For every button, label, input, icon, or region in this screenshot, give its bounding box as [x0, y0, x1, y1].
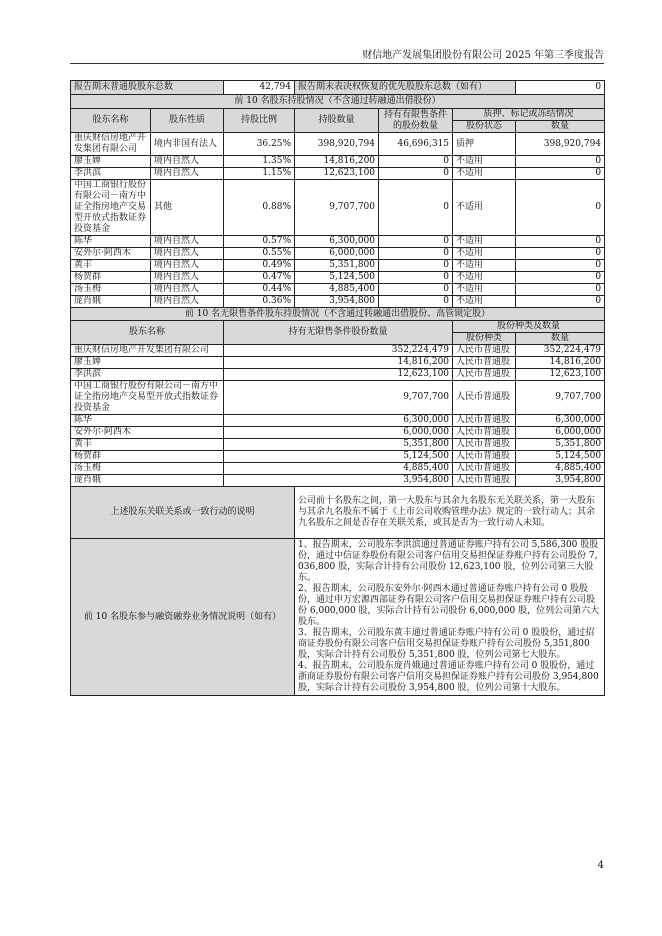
top10-row — [71, 156, 605, 168]
top10-cell-nature: 其他 — [151, 180, 224, 236]
top10-cell-status: 不适用 — [453, 168, 516, 180]
summary-total-value: 42,794 — [224, 81, 295, 95]
top10-row — [71, 248, 605, 260]
top10-cell-status: 不适用 — [453, 272, 516, 284]
margin-item-1: 1、报告期末，公司股东李洪滨通过普通证券账户持有公司 5,586,300 股股份，通过中信证券股份有限公司客户信用交易担保证券账户持有公司股份 7,036,800 股，实际合计持有公司股份 12,623,100 股，位列公司第三大股东。 — [298, 540, 599, 583]
top10-header-qty: 持股数量 — [295, 109, 379, 133]
top10-cell-restricted: 0 — [379, 260, 453, 272]
report-header-title: 财信地产发展集团股份有限公司 2025 年第三季度报告 — [362, 50, 604, 61]
top10-cell-status: 不适用 — [453, 260, 516, 272]
top10-cell-ratio: 0.49% — [224, 260, 295, 272]
top10-cell-qty: 4,885,400 — [295, 284, 379, 296]
top10-row — [71, 168, 605, 180]
top10-cell-pledge-qty: 0 — [516, 248, 605, 260]
top10-cell-nature: 境内非国有法人 — [151, 133, 224, 156]
unrestricted-row — [71, 369, 605, 381]
top10-cell-restricted: 0 — [379, 284, 453, 296]
top10-cell-qty: 9,707,700 — [295, 180, 379, 236]
top10-cell-pledge-qty: 0 — [516, 296, 605, 308]
top10-cell-name: 重庆财信房地产开发集团有限公司 — [71, 133, 151, 156]
unrestricted-cell-count: 6,300,000 — [516, 415, 605, 427]
top10-header-restricted: 持有有限售条件的股份数量 — [379, 109, 453, 133]
unrestricted-cell-count: 9,707,700 — [516, 381, 605, 415]
unrestricted-row — [71, 427, 605, 439]
unrestricted-cell-count: 14,816,200 — [516, 357, 605, 369]
unrestricted-cell-name: 汤玉梅 — [71, 463, 224, 475]
related-label: 上述股东关联关系或一致行动的说明 — [71, 487, 295, 539]
summary-pref-value: 0 — [516, 81, 605, 95]
margin-item-3: 3、报告期末，公司股东黄丰通过普通证券账户持有公司 0 股股份，通过招商证券股份有限公司客户信用交易担保证券账户持有公司股份 5,351,800 股，实际合计持有公司股份 5,351,800 股，位列公司第七大股东。 — [298, 628, 595, 660]
top10-cell-pledge-qty: 0 — [516, 284, 605, 296]
top10-cell-qty: 5,351,800 — [295, 260, 379, 272]
unrestricted-section-title: 前 10 名无限售条件股东持股情况（不含通过转融通出借股份、高管锁定股） — [71, 308, 605, 321]
top10-cell-ratio: 1.15% — [224, 168, 295, 180]
top10-cell-nature: 境内自然人 — [151, 260, 224, 272]
top10-cell-qty: 14,816,200 — [295, 156, 379, 168]
unrestricted-cell-type: 人民币普通股 — [453, 439, 516, 451]
unrestricted-cell-count: 12,623,100 — [516, 369, 605, 381]
top10-cell-nature: 境内自然人 — [151, 168, 224, 180]
top10-cell-restricted: 46,696,315 — [379, 133, 453, 156]
top10-header-pledge-qty: 数量 — [516, 121, 605, 133]
unrestricted-header-type-group: 股份种类及数量 — [453, 321, 605, 333]
top10-cell-name: 杨贺群 — [71, 272, 151, 284]
top10-cell-status: 不适用 — [453, 156, 516, 168]
unrestricted-cell-name: 庞肖娥 — [71, 475, 224, 487]
unrestricted-cell-count: 5,351,800 — [516, 439, 605, 451]
top10-cell-qty: 398,920,794 — [295, 133, 379, 156]
unrestricted-row — [71, 475, 605, 487]
top10-cell-ratio: 1.35% — [224, 156, 295, 168]
top10-cell-qty: 5,124,500 — [295, 272, 379, 284]
top10-cell-name: 安外尔·阿西木 — [71, 248, 151, 260]
unrestricted-row — [71, 345, 605, 357]
top10-cell-qty: 3,954,800 — [295, 296, 379, 308]
unrestricted-header-name: 股东名称 — [71, 321, 224, 345]
top10-cell-name: 庞肖娥 — [71, 296, 151, 308]
margin-label: 前 10 名股东参与融资融券业务情况说明（如有） — [71, 539, 295, 696]
top10-row — [71, 133, 605, 156]
unrestricted-cell-type: 人民币普通股 — [453, 357, 516, 369]
unrestricted-cell-type: 人民币普通股 — [453, 369, 516, 381]
unrestricted-cell-name: 安外尔·阿西木 — [71, 427, 224, 439]
unrestricted-cell-qty: 5,351,800 — [224, 439, 453, 451]
unrestricted-cell-qty: 4,885,400 — [224, 463, 453, 475]
unrestricted-cell-type: 人民币普通股 — [453, 381, 516, 415]
top10-section-title: 前 10 名股东持股情况（不含通过转融通出借股份） — [71, 95, 605, 109]
unrestricted-row — [71, 415, 605, 427]
top10-row — [71, 180, 605, 236]
top10-cell-status: 不适用 — [453, 284, 516, 296]
top10-cell-name: 中国工商银行股份有限公司－南方中证全指房地产交易型开放式指数证券投资基金 — [71, 180, 151, 236]
header-divider — [70, 63, 604, 64]
top10-cell-ratio: 0.36% — [224, 296, 295, 308]
top10-cell-restricted: 0 — [379, 168, 453, 180]
top10-cell-restricted: 0 — [379, 236, 453, 248]
unrestricted-cell-name: 中国工商银行股份有限公司－南方中证全指房地产交易型开放式指数证券投资基金 — [71, 381, 224, 415]
unrestricted-header-qty: 持有无限售条件股份数量 — [224, 321, 453, 345]
margin-item-2: 2、报告期末，公司股东安外尔·阿西木通过普通证券账户持有公司 0 股股份，通过申万宏源西部证券有限公司客户信用交易担保证券账户持有公司股份 6,000,000 股，实际合计持有公司股份 6,000,000 股，位列公司第六大股东。 — [298, 584, 600, 627]
top10-cell-name: 陈华 — [71, 236, 151, 248]
unrestricted-cell-qty: 9,707,700 — [224, 381, 453, 415]
unrestricted-cell-count: 4,885,400 — [516, 463, 605, 475]
top10-cell-ratio: 36.25% — [224, 133, 295, 156]
unrestricted-cell-type: 人民币普通股 — [453, 451, 516, 463]
top10-cell-status: 不适用 — [453, 236, 516, 248]
shareholder-table — [70, 80, 605, 696]
top10-header-pledge-status: 股份状态 — [453, 121, 516, 133]
top10-cell-pledge-qty: 0 — [516, 168, 605, 180]
top10-cell-ratio: 0.57% — [224, 236, 295, 248]
unrestricted-cell-name: 廖玉婵 — [71, 357, 224, 369]
unrestricted-row — [71, 381, 605, 415]
unrestricted-cell-qty: 5,124,500 — [224, 451, 453, 463]
top10-row — [71, 236, 605, 248]
top10-row — [71, 284, 605, 296]
top10-cell-qty: 6,000,000 — [295, 248, 379, 260]
unrestricted-cell-count: 352,224,479 — [516, 345, 605, 357]
unrestricted-cell-type: 人民币普通股 — [453, 463, 516, 475]
top10-cell-pledge-qty: 398,920,794 — [516, 133, 605, 156]
top10-cell-nature: 境内自然人 — [151, 156, 224, 168]
top10-cell-restricted: 0 — [379, 180, 453, 236]
unrestricted-cell-count: 6,000,000 — [516, 427, 605, 439]
unrestricted-row — [71, 451, 605, 463]
top10-cell-status: 不适用 — [453, 248, 516, 260]
unrestricted-cell-name: 陈华 — [71, 415, 224, 427]
top10-cell-status: 不适用 — [453, 180, 516, 236]
unrestricted-cell-type: 人民币普通股 — [453, 415, 516, 427]
unrestricted-cell-qty: 6,300,000 — [224, 415, 453, 427]
unrestricted-cell-name: 李洪滨 — [71, 369, 224, 381]
unrestricted-header-type: 股份种类 — [453, 333, 516, 345]
top10-cell-restricted: 0 — [379, 272, 453, 284]
unrestricted-cell-count: 3,954,800 — [516, 475, 605, 487]
top10-header-pledge-group: 质押、标记或冻结情况 — [453, 109, 605, 121]
unrestricted-cell-qty: 12,623,100 — [224, 369, 453, 381]
unrestricted-cell-type: 人民币普通股 — [453, 345, 516, 357]
page-number: 4 — [597, 860, 604, 871]
unrestricted-cell-name: 杨贺群 — [71, 451, 224, 463]
top10-header-name: 股东名称 — [71, 109, 151, 133]
top10-cell-ratio: 0.55% — [224, 248, 295, 260]
top10-cell-nature: 境内自然人 — [151, 236, 224, 248]
unrestricted-cell-qty: 3,954,800 — [224, 475, 453, 487]
top10-cell-name: 廖玉婵 — [71, 156, 151, 168]
top10-cell-name: 汤玉梅 — [71, 284, 151, 296]
unrestricted-header-count: 数量 — [516, 333, 605, 345]
top10-cell-ratio: 0.44% — [224, 284, 295, 296]
margin-item-4: 4、报告期末，公司股东庞肖娥通过普通证券账户持有公司 0 股股份，通过浙商证券股份有限公司客户信用交易担保证券账户持有公司股份 3,954,800 股，实际合计持有公司股份 3,954,800 股，位列公司第十大股东。 — [298, 661, 599, 693]
unrestricted-row — [71, 439, 605, 451]
top10-row — [71, 260, 605, 272]
top10-header-nature: 股东性质 — [151, 109, 224, 133]
summary-total-label: 报告期末普通股股东总数 — [71, 81, 224, 95]
unrestricted-cell-qty: 352,224,479 — [224, 345, 453, 357]
top10-cell-nature: 境内自然人 — [151, 248, 224, 260]
top10-cell-name: 李洪滨 — [71, 168, 151, 180]
top10-cell-pledge-qty: 0 — [516, 272, 605, 284]
top10-row — [71, 272, 605, 284]
top10-cell-ratio: 0.88% — [224, 180, 295, 236]
top10-cell-ratio: 0.47% — [224, 272, 295, 284]
unrestricted-cell-qty: 14,816,200 — [224, 357, 453, 369]
unrestricted-cell-qty: 6,000,000 — [224, 427, 453, 439]
margin-text — [295, 539, 605, 696]
top10-cell-nature: 境内自然人 — [151, 284, 224, 296]
top10-cell-status: 质押 — [453, 133, 516, 156]
summary-pref-label: 报告期末表决权恢复的优先股股东总数（如有） — [295, 81, 516, 95]
top10-cell-pledge-qty: 0 — [516, 156, 605, 168]
unrestricted-cell-count: 5,124,500 — [516, 451, 605, 463]
top10-cell-restricted: 0 — [379, 296, 453, 308]
top10-cell-pledge-qty: 0 — [516, 236, 605, 248]
unrestricted-cell-type: 人民币普通股 — [453, 427, 516, 439]
unrestricted-cell-type: 人民币普通股 — [453, 475, 516, 487]
top10-cell-nature: 境内自然人 — [151, 272, 224, 284]
unrestricted-cell-name: 黄丰 — [71, 439, 224, 451]
top10-cell-qty: 12,623,100 — [295, 168, 379, 180]
top10-row — [71, 296, 605, 308]
top10-header-ratio: 持股比例 — [224, 109, 295, 133]
unrestricted-row — [71, 357, 605, 369]
top10-cell-name: 黄丰 — [71, 260, 151, 272]
top10-cell-restricted: 0 — [379, 156, 453, 168]
unrestricted-row — [71, 463, 605, 475]
unrestricted-cell-name: 重庆财信房地产开发集团有限公司 — [71, 345, 224, 357]
top10-cell-qty: 6,300,000 — [295, 236, 379, 248]
top10-cell-restricted: 0 — [379, 248, 453, 260]
related-text: 公司前十名股东之间，第一大股东与其余九名股东无关联关系，第一大股东与其余九名股东不属于《上市公司收购管理办法》规定的一致行动人；其余九名股东之间是否存在关联关系，或其是否为一致行动人未知。 — [295, 487, 605, 539]
top10-cell-pledge-qty: 0 — [516, 260, 605, 272]
top10-cell-status: 不适用 — [453, 296, 516, 308]
top10-cell-nature: 境内自然人 — [151, 296, 224, 308]
top10-cell-pledge-qty: 0 — [516, 180, 605, 236]
